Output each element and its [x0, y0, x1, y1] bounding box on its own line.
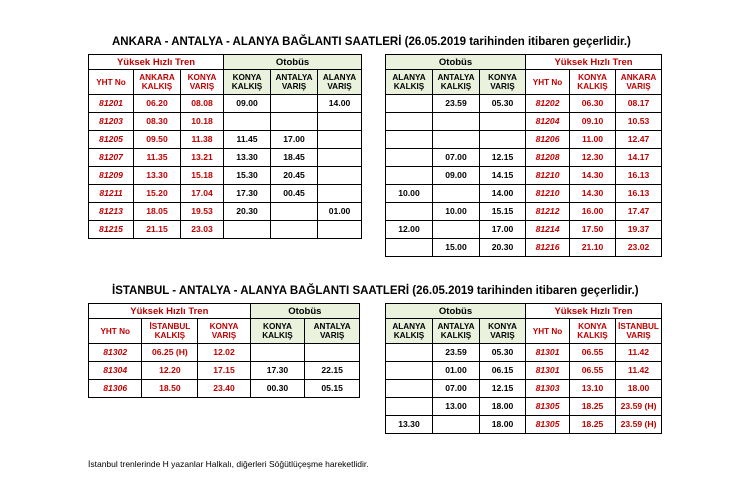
time-cell: 19.37 [616, 221, 662, 239]
time-cell [386, 131, 433, 149]
time-cell [305, 344, 360, 362]
ankara-return-table [385, 54, 662, 257]
time-cell: 07.00 [433, 149, 480, 167]
time-cell [271, 221, 318, 239]
time-cell: 17.30 [250, 362, 305, 380]
yht-number-cell: 81216 [526, 239, 570, 257]
time-cell: 15.00 [433, 239, 480, 257]
ankara-departure-table [88, 54, 362, 239]
table-row [89, 113, 362, 131]
time-cell: 14.30 [570, 185, 616, 203]
time-cell: 10.00 [386, 185, 433, 203]
time-cell: 18.45 [271, 149, 318, 167]
time-cell: 13.21 [181, 149, 224, 167]
time-cell: 12.00 [386, 221, 433, 239]
yht-number-cell: 81204 [526, 113, 570, 131]
table-row [386, 167, 662, 185]
column-header: KONYA KALKIŞ [570, 70, 616, 95]
time-cell [318, 149, 362, 167]
time-cell: 14.17 [616, 149, 662, 167]
time-cell: 23.59 (H) [616, 416, 662, 434]
time-cell: 09.50 [134, 131, 181, 149]
yht-number-cell: 81209 [89, 167, 134, 185]
time-cell [386, 167, 433, 185]
yht-number-cell: 81301 [526, 344, 570, 362]
section1-title-text: ANKARA - ANTALYA - ALANYA BAĞLANTI SAATLERİ [112, 36, 402, 48]
time-cell: 05.30 [480, 95, 526, 113]
time-cell [433, 185, 480, 203]
time-cell: 23.03 [181, 221, 224, 239]
column-header: ANTALYA VARIŞ [271, 70, 318, 95]
column-header: İSTANBUL KALKIŞ [142, 319, 198, 344]
group-header-group-train: Yüksek Hızlı Tren [89, 55, 224, 70]
table-row [89, 149, 362, 167]
time-cell: 14.30 [570, 167, 616, 185]
table-row [89, 362, 360, 380]
group-header-row [386, 55, 662, 70]
column-header-row [386, 319, 662, 344]
yht-number-cell: 81214 [526, 221, 570, 239]
column-header: KONYA KALKIŞ [250, 319, 305, 344]
time-cell: 05.15 [305, 380, 360, 398]
time-cell [224, 221, 271, 239]
time-cell: 06.55 [570, 362, 616, 380]
column-header: ANTALYA KALKIŞ [433, 70, 480, 95]
yht-number-cell: 81306 [89, 380, 142, 398]
time-cell [433, 416, 480, 434]
istanbul-return-table [385, 303, 662, 434]
time-cell [386, 362, 433, 380]
time-cell [433, 131, 480, 149]
time-cell [386, 95, 433, 113]
time-cell: 17.00 [271, 131, 318, 149]
column-header: ANTALYA KALKIŞ [433, 319, 480, 344]
column-header: KONYA VARIŞ [181, 70, 224, 95]
section2-date-note: (26.05.2019 tarihinden itibaren geçerlidir.) [412, 285, 639, 297]
group-header-group-train: Yüksek Hızlı Tren [526, 304, 662, 319]
time-cell: 15.18 [181, 167, 224, 185]
time-cell: 16.13 [616, 167, 662, 185]
group-header-group-bus: Otobüs [386, 304, 526, 319]
yht-number-cell: 81302 [89, 344, 142, 362]
table-row [89, 203, 362, 221]
time-cell: 10.18 [181, 113, 224, 131]
time-cell: 16.00 [570, 203, 616, 221]
time-cell [318, 113, 362, 131]
time-cell [250, 344, 305, 362]
time-cell: 11.35 [134, 149, 181, 167]
time-cell [433, 221, 480, 239]
time-cell: 11.42 [616, 362, 662, 380]
time-cell: 00.30 [250, 380, 305, 398]
column-header: ALANYA VARIŞ [318, 70, 362, 95]
yht-number-cell: 81203 [89, 113, 134, 131]
time-cell: 06.20 [134, 95, 181, 113]
time-cell: 09.00 [224, 95, 271, 113]
column-header: KONYA VARIŞ [480, 319, 526, 344]
time-cell: 21.10 [570, 239, 616, 257]
time-cell [318, 167, 362, 185]
group-header-row [89, 304, 360, 319]
table-row [386, 185, 662, 203]
column-header: ALANYA KALKIŞ [386, 70, 433, 95]
time-cell: 14.00 [318, 95, 362, 113]
time-cell: 09.00 [433, 167, 480, 185]
table-row [89, 380, 360, 398]
time-cell: 01.00 [318, 203, 362, 221]
table-row [386, 149, 662, 167]
table-row [89, 221, 362, 239]
time-cell [386, 398, 433, 416]
table-row [386, 239, 662, 257]
table-row [386, 221, 662, 239]
time-cell: 13.30 [224, 149, 271, 167]
column-header: YHT No [89, 70, 134, 95]
time-cell: 22.15 [305, 362, 360, 380]
table-row [386, 344, 662, 362]
time-cell: 20.30 [224, 203, 271, 221]
time-cell [480, 113, 526, 131]
time-cell: 17.30 [224, 185, 271, 203]
table-row [89, 131, 362, 149]
time-cell: 13.30 [134, 167, 181, 185]
column-header: KONYA VARIŞ [480, 70, 526, 95]
column-header: KONYA VARIŞ [198, 319, 250, 344]
time-cell: 20.45 [271, 167, 318, 185]
table-row [386, 398, 662, 416]
yht-number-cell: 81211 [89, 185, 134, 203]
time-cell: 05.30 [480, 344, 526, 362]
yht-number-cell: 81208 [526, 149, 570, 167]
yht-number-cell: 81303 [526, 380, 570, 398]
time-cell: 23.02 [616, 239, 662, 257]
column-header-row [89, 70, 362, 95]
group-header-group-bus: Otobüs [250, 304, 359, 319]
column-header-row [386, 70, 662, 95]
time-cell: 18.00 [480, 416, 526, 434]
footnote: İstanbul trenlerinde H yazanlar Halkalı, diğerleri Söğütlüçeşme hareketlidir. [88, 459, 369, 469]
table-row [386, 416, 662, 434]
time-cell: 11.42 [616, 344, 662, 362]
table-row [386, 131, 662, 149]
time-cell: 15.15 [480, 203, 526, 221]
time-cell: 17.50 [570, 221, 616, 239]
yht-number-cell: 81210 [526, 185, 570, 203]
column-header: YHT No [526, 319, 570, 344]
time-cell: 17.47 [616, 203, 662, 221]
time-cell: 17.15 [198, 362, 250, 380]
yht-number-cell: 81213 [89, 203, 134, 221]
column-header: KONYA KALKIŞ [570, 319, 616, 344]
time-cell [224, 113, 271, 131]
group-header-group-bus: Otobüs [386, 55, 526, 70]
section1-date-note: (26.05.2019 tarihinden itibaren geçerlidir.) [404, 36, 631, 48]
time-cell: 07.00 [433, 380, 480, 398]
yht-number-cell: 81202 [526, 95, 570, 113]
column-header: ANKARA KALKIŞ [134, 70, 181, 95]
yht-number-cell: 81304 [89, 362, 142, 380]
time-cell: 11.45 [224, 131, 271, 149]
column-header: YHT No [526, 70, 570, 95]
yht-number-cell: 81301 [526, 362, 570, 380]
section1-title [112, 36, 631, 48]
time-cell: 17.04 [181, 185, 224, 203]
time-cell: 11.00 [570, 131, 616, 149]
time-cell: 23.40 [198, 380, 250, 398]
time-cell [318, 131, 362, 149]
table-row [386, 362, 662, 380]
time-cell: 16.13 [616, 185, 662, 203]
time-cell [433, 113, 480, 131]
section2-title [112, 285, 639, 297]
table-row [386, 95, 662, 113]
table-row [386, 113, 662, 131]
time-cell [271, 95, 318, 113]
time-cell [318, 185, 362, 203]
time-cell: 08.30 [134, 113, 181, 131]
time-cell: 20.30 [480, 239, 526, 257]
time-cell: 09.10 [570, 113, 616, 131]
time-cell: 18.05 [134, 203, 181, 221]
time-cell: 00.45 [271, 185, 318, 203]
column-header: YHT No [89, 319, 142, 344]
column-header-row [89, 319, 360, 344]
time-cell: 14.15 [480, 167, 526, 185]
yht-number-cell: 81210 [526, 167, 570, 185]
yht-number-cell: 81206 [526, 131, 570, 149]
time-cell [271, 203, 318, 221]
istanbul-departure-table [88, 303, 360, 398]
table-row [89, 167, 362, 185]
time-cell [480, 131, 526, 149]
yht-number-cell: 81215 [89, 221, 134, 239]
time-cell: 15.20 [134, 185, 181, 203]
time-cell: 23.59 [433, 344, 480, 362]
time-cell: 13.30 [386, 416, 433, 434]
yht-number-cell: 81212 [526, 203, 570, 221]
time-cell: 15.30 [224, 167, 271, 185]
time-cell [271, 113, 318, 131]
yht-number-cell: 81305 [526, 416, 570, 434]
time-cell: 18.00 [616, 380, 662, 398]
yht-number-cell: 81201 [89, 95, 134, 113]
time-cell [386, 203, 433, 221]
table-row [89, 95, 362, 113]
time-cell: 12.47 [616, 131, 662, 149]
time-cell: 06.30 [570, 95, 616, 113]
time-cell: 12.02 [198, 344, 250, 362]
time-cell: 17.00 [480, 221, 526, 239]
time-cell: 06.15 [480, 362, 526, 380]
time-cell: 18.00 [480, 398, 526, 416]
time-cell: 06.55 [570, 344, 616, 362]
time-cell: 21.15 [134, 221, 181, 239]
time-cell: 18.25 [570, 416, 616, 434]
time-cell: 12.30 [570, 149, 616, 167]
time-cell: 23.59 (H) [616, 398, 662, 416]
group-header-group-train: Yüksek Hızlı Tren [526, 55, 662, 70]
time-cell: 08.17 [616, 95, 662, 113]
group-header-row [386, 304, 662, 319]
time-cell [386, 239, 433, 257]
column-header: ANTALYA VARIŞ [305, 319, 360, 344]
group-header-row [89, 55, 362, 70]
time-cell [386, 113, 433, 131]
column-header: ANKARA VARIŞ [616, 70, 662, 95]
time-cell [386, 380, 433, 398]
group-header-group-train: Yüksek Hızlı Tren [89, 304, 251, 319]
column-header: ALANYA KALKIŞ [386, 319, 433, 344]
time-cell: 12.15 [480, 380, 526, 398]
time-cell [386, 149, 433, 167]
table-row [386, 380, 662, 398]
time-cell: 12.15 [480, 149, 526, 167]
time-cell: 18.25 [570, 398, 616, 416]
time-cell: 19.53 [181, 203, 224, 221]
time-cell: 11.38 [181, 131, 224, 149]
time-cell [386, 344, 433, 362]
group-header-group-bus: Otobüs [224, 55, 362, 70]
time-cell: 06.25 (H) [142, 344, 198, 362]
section2-title-text: İSTANBUL - ANTALYA - ALANYA BAĞLANTI SAATLERİ [112, 285, 410, 297]
time-cell: 10.53 [616, 113, 662, 131]
time-cell: 13.00 [433, 398, 480, 416]
time-cell [318, 221, 362, 239]
time-cell: 10.00 [433, 203, 480, 221]
time-cell: 13.10 [570, 380, 616, 398]
column-header: KONYA KALKIŞ [224, 70, 271, 95]
table-row [89, 344, 360, 362]
time-cell: 08.08 [181, 95, 224, 113]
yht-number-cell: 81207 [89, 149, 134, 167]
time-cell: 01.00 [433, 362, 480, 380]
column-header: İSTANBUL VARIŞ [616, 319, 662, 344]
time-cell: 14.00 [480, 185, 526, 203]
time-cell: 23.59 [433, 95, 480, 113]
yht-number-cell: 81205 [89, 131, 134, 149]
table-row [386, 203, 662, 221]
time-cell: 18.50 [142, 380, 198, 398]
table-row [89, 185, 362, 203]
time-cell: 12.20 [142, 362, 198, 380]
yht-number-cell: 81305 [526, 398, 570, 416]
